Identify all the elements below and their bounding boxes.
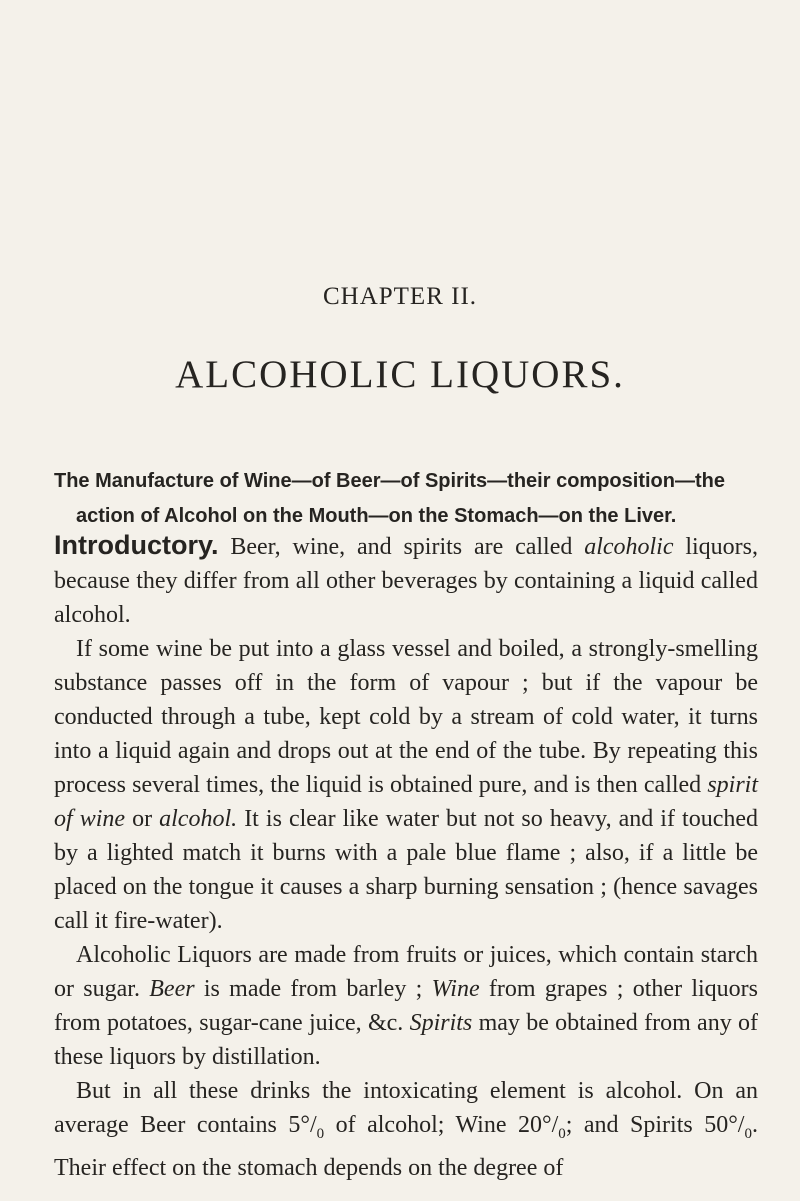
paragraph-lead: Introductory. bbox=[54, 530, 219, 560]
text-run: may be obtained from any of these liquors by distillation. bbox=[54, 1010, 758, 1070]
chapter-title: ALCOHOLIC LIQUORS. bbox=[175, 353, 625, 396]
italic-term: Beer bbox=[149, 976, 195, 1002]
text-run: liquors, because they differ from all other beverages by containing a liquid called alcohol. bbox=[54, 534, 758, 628]
summary-line: The Manufacture of Wine—of Beer—of Spirits—their composition—the bbox=[54, 470, 725, 492]
subscript: 0 bbox=[316, 1125, 325, 1142]
paragraph bbox=[54, 528, 758, 632]
text-run: is made from barley ; bbox=[194, 976, 432, 1002]
text-run: from grapes ; other liquors from potatoes, sugar-cane juice, &c. bbox=[54, 976, 759, 1036]
text-run: It is clear like water but not so heavy, and if touched by a lighted match it burns with a pale blue flame ; also, if a little be placed on the tongue it causes a sharp burning sensation ; (hence savages call it fire-water). bbox=[54, 806, 758, 934]
italic-term: alcohol. bbox=[159, 806, 238, 832]
paragraph bbox=[54, 1074, 758, 1185]
text-run: of alcohol; Wine 20°/ bbox=[324, 1112, 559, 1138]
italic-term: Wine bbox=[431, 976, 480, 1002]
chapter-heading: CHAPTER II. bbox=[322, 283, 478, 310]
italic-term: alcoholic bbox=[584, 534, 674, 560]
text-run: If some wine be put into a glass vessel and boiled, a strongly-smelling substance passes off in the form of vapour ; but if the vapour be conducted through a tube, kept cold by a stream of cold water, it turns into a liquid again and drops out at the end of the tube. By repeating this process several times, the liquid is obtained pure, and is then called bbox=[54, 636, 758, 798]
body-text bbox=[54, 528, 758, 1185]
subscript: 0 bbox=[744, 1125, 752, 1142]
summary-line: action of Alcohol on the Mouth—on the Stomach—on the Liver. bbox=[76, 505, 677, 527]
text-run: But in all these drinks the intoxicating element is alcohol. On an average Beer contains 5°/ bbox=[54, 1078, 758, 1138]
text-run: Alcoholic Liquors are made from fruits or juices, which contain starch or sugar. bbox=[54, 942, 758, 1002]
text-run: or bbox=[125, 806, 160, 832]
paragraph bbox=[54, 632, 758, 938]
text-run: ; and Spirits 50°/ bbox=[565, 1112, 745, 1138]
italic-term: Spirits bbox=[409, 1010, 473, 1036]
italic-term: spirit of wine bbox=[54, 772, 758, 832]
chapter-summary bbox=[54, 464, 758, 534]
text-run: . Their effect on the stomach depends on the degree of bbox=[54, 1112, 758, 1181]
text-run: Beer, wine, and spirits are called bbox=[218, 534, 585, 560]
paragraph bbox=[54, 938, 758, 1074]
subscript: 0 bbox=[558, 1125, 566, 1142]
